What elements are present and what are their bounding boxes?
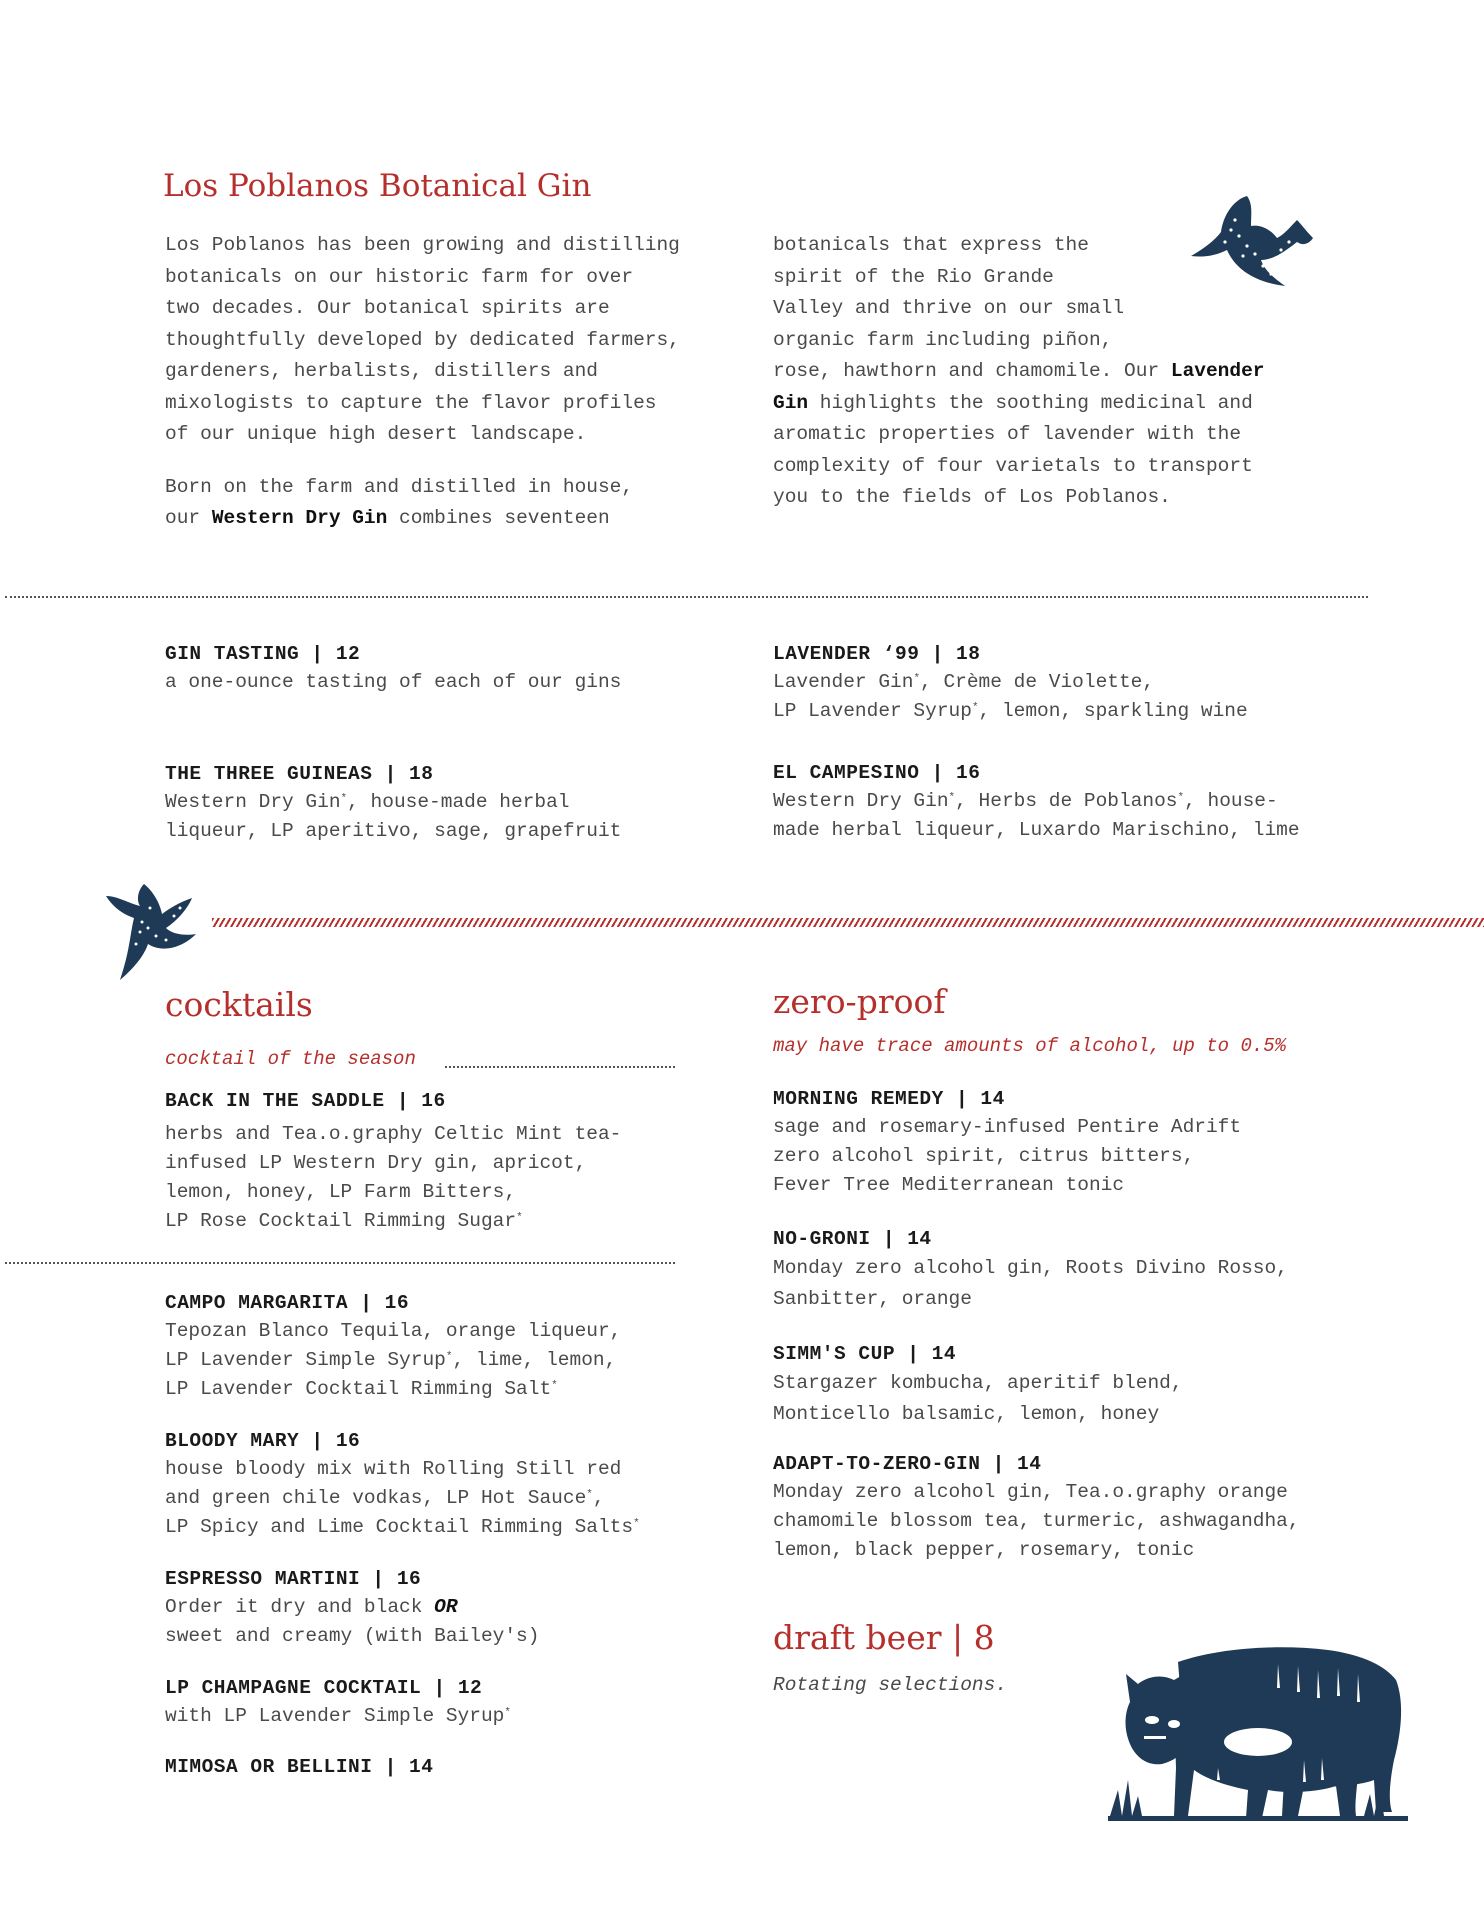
- item-description: Western Dry Gin*, house-made herbal liqueur, LP aperitivo, sage, grapefruit: [165, 791, 622, 842]
- item-description: Lavender Gin*, Crème de Violette, LP Lavender Syrup*, lemon, sparkling wine: [773, 671, 1248, 722]
- simms-cup-item: [773, 1340, 1183, 1430]
- item-title: GIN TASTING | 12: [165, 643, 361, 665]
- cattle-illustration: [1108, 1640, 1408, 1822]
- item-description: herbs and Tea.o.graphy Celtic Mint tea- infused LP Western Dry gin, apricot, lemon, honey, LP Farm Bitters, LP Rose Cocktail Rimming Sugar*: [165, 1123, 622, 1232]
- el-campesino-item: [773, 759, 1300, 845]
- bird-icon: [1185, 190, 1315, 310]
- bird-icon: [100, 878, 200, 988]
- item-title: THE THREE GUINEAS | 18: [165, 763, 434, 785]
- bloody-mary-item: [165, 1427, 640, 1542]
- item-title: MORNING REMEDY | 14: [773, 1088, 1005, 1110]
- item-title: ESPRESSO MARTINI | 16: [165, 1568, 422, 1590]
- adapt-to-zero-gin-item: [773, 1450, 1300, 1565]
- gin-paragraph-1: Los Poblanos has been growing and distilling botanicals on our historic farm for over two decades. Our botanical spirits are thoughtfully developed by dedicated farmers, gardeners, herbalists, distillers and mixologists to capture the flavor profiles of our unique high desert landscape.: [165, 234, 680, 445]
- item-description: Stargazer kombucha, aperitif blend, Monticello balsamic, lemon, honey: [773, 1372, 1183, 1425]
- item-title: SIMM'S CUP | 14: [773, 1343, 957, 1365]
- gin-paragraph-3: botanicals that express the spirit of the Rio Grande Valley and thrive on our small organic farm including piñon, rose, hawthorn and chamomile. Our Lavender Gin highlights the soothing medicinal and aromatic properties of lavender with the complexity of four varietals to transport you to the fields of Los Poblanos.: [773, 234, 1265, 508]
- gin-tasting-item: [165, 640, 621, 697]
- item-description: with LP Lavender Simple Syrup*: [165, 1705, 511, 1727]
- item-title: CAMPO MARGARITA | 16: [165, 1292, 410, 1314]
- item-title: ADAPT-TO-ZERO-GIN | 14: [773, 1453, 1042, 1475]
- back-in-the-saddle-item: [165, 1087, 621, 1236]
- campo-margarita-item: [165, 1289, 621, 1404]
- item-title: BACK IN THE SADDLE | 16: [165, 1090, 446, 1112]
- morning-remedy-item: [773, 1085, 1241, 1200]
- item-description: sage and rosemary-infused Pentire Adrift zero alcohol spirit, citrus bitters, Fever Tree Mediterranean tonic: [773, 1116, 1242, 1196]
- mimosa-bellini-item: [165, 1753, 433, 1781]
- item-description: a one-ounce tasting of each of our gins: [165, 671, 622, 693]
- draft-beer-note: Rotating selections.: [773, 1674, 1008, 1696]
- season-dotted-leader: [445, 1066, 675, 1068]
- draft-beer-heading: draft beer | 8: [773, 1618, 995, 1657]
- item-title: NO-GRONI | 14: [773, 1228, 932, 1250]
- gin-title: Los Poblanos Botanical Gin: [163, 168, 592, 204]
- champagne-cocktail-item: [165, 1674, 511, 1731]
- lavender-99-item: [773, 640, 1248, 726]
- three-guineas-item: [165, 760, 621, 846]
- cocktails-heading: cocktails: [165, 985, 313, 1024]
- item-description: Monday zero alcohol gin, Tea.o.graphy orange chamomile blossom tea, turmeric, ashwagandha, lemon, black pepper, rosemary, tonic: [773, 1481, 1300, 1561]
- dotted-divider: [5, 1262, 675, 1264]
- no-groni-item: [773, 1225, 1288, 1315]
- item-description: Monday zero alcohol gin, Roots Divino Rosso, Sanbitter, orange: [773, 1257, 1288, 1310]
- season-label: cocktail of the season: [165, 1048, 416, 1070]
- item-title: MIMOSA OR BELLINI | 14: [165, 1756, 434, 1778]
- dotted-divider: [5, 596, 1368, 598]
- item-title: EL CAMPESINO | 16: [773, 762, 981, 784]
- item-title: BLOODY MARY | 16: [165, 1430, 361, 1452]
- hatched-divider: [212, 918, 1484, 927]
- item-title: LAVENDER ‘99 | 18: [773, 643, 981, 665]
- item-description: Tepozan Blanco Tequila, orange liqueur, LP Lavender Simple Syrup*, lime, lemon, LP Lavender Cocktail Rimming Salt*: [165, 1320, 622, 1400]
- zero-proof-note: may have trace amounts of alcohol, up to 0.5%: [773, 1035, 1287, 1057]
- zero-proof-heading: zero-proof: [773, 982, 946, 1021]
- item-description: Western Dry Gin*, Herbs de Poblanos*, house- made herbal liqueur, Luxardo Marischino, lime: [773, 790, 1300, 841]
- item-title: LP CHAMPAGNE COCKTAIL | 12: [165, 1677, 483, 1699]
- espresso-martini-item: [165, 1565, 539, 1651]
- item-description: Order it dry and black OR sweet and creamy (with Bailey's): [165, 1596, 540, 1647]
- gin-paragraph-2: Born on the farm and distilled in house, our Western Dry Gin combines seventeen: [165, 475, 634, 529]
- gin-intro-col1: [165, 230, 745, 535]
- item-description: house bloody mix with Rolling Still red and green chile vodkas, LP Hot Sauce*, LP Spicy and Lime Cocktail Rimming Salts*: [165, 1458, 640, 1538]
